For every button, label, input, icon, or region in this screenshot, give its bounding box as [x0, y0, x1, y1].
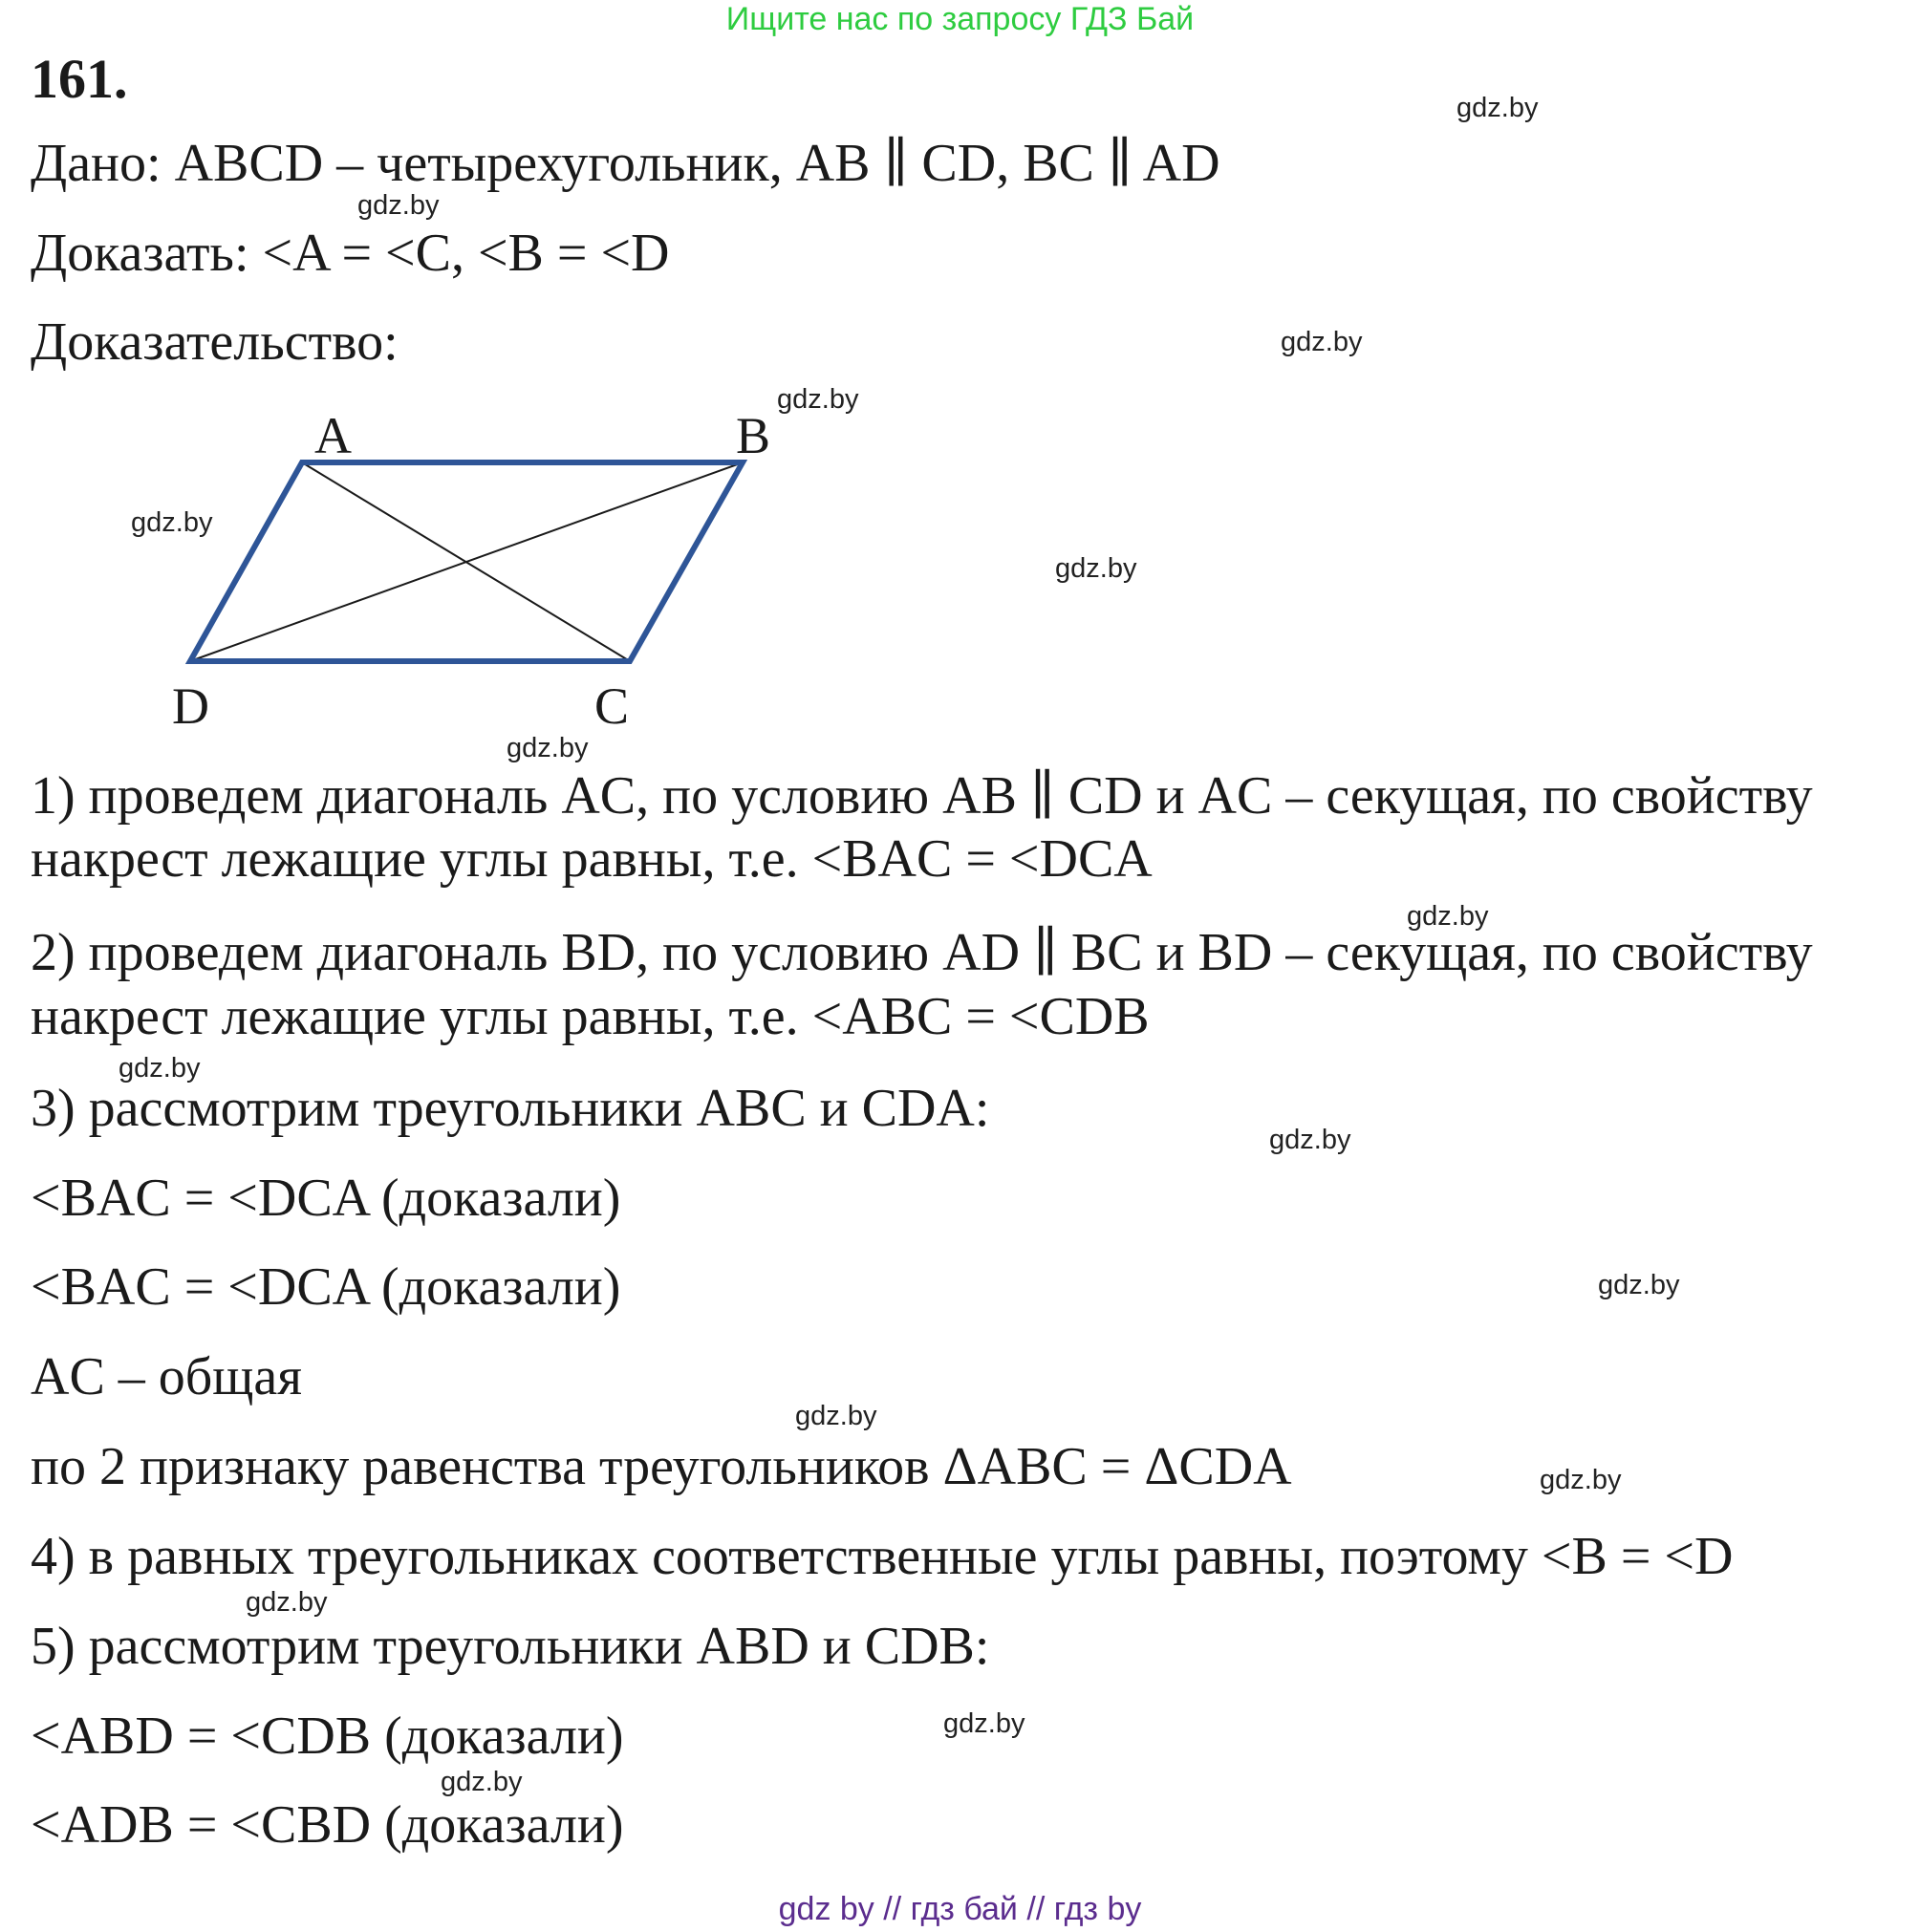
- watermark: gdz.by: [246, 1587, 328, 1618]
- step-5-line-2: <ABD = <CDB (доказали): [31, 1707, 624, 1766]
- step-1-line-1: 1) проведем диагональ AC, по условию AB ∥ CD и AC – секущая, по свойству: [31, 766, 1813, 826]
- watermark: gdz.by: [507, 733, 589, 763]
- diagonal-bd: [190, 462, 743, 661]
- prove-line: Доказать: <A = <C, <B = <D: [31, 224, 670, 283]
- watermark: gdz.by: [777, 384, 859, 415]
- vertex-label-d: D: [172, 677, 209, 735]
- watermark: gdz.by: [119, 1053, 201, 1084]
- step-5-line-3: <ADB = <CBD (доказали): [31, 1795, 624, 1855]
- footer-links: gdz by // гдз бай // гдз by: [778, 1891, 1142, 1927]
- step-4-line: 4) в равных треугольниках соответственные углы равны, поэтому <B = <D: [31, 1527, 1734, 1586]
- vertex-label-c: C: [594, 677, 630, 735]
- watermark: gdz.by: [1407, 901, 1489, 932]
- step-5-line-1: 5) рассмотрим треугольники ABD и CDB:: [31, 1617, 990, 1676]
- step-2-line-1: 2) проведем диагональ BD, по условию AD ∥ BC и BD – секущая, по свойству: [31, 923, 1813, 982]
- vertex-label-b: B: [736, 407, 771, 464]
- step-3-line-5: по 2 признаку равенства треугольников ΔABC = ΔCDA: [31, 1437, 1292, 1496]
- step-3-line-3: <BAC = <DCA (доказали): [31, 1257, 621, 1317]
- watermark: gdz.by: [131, 507, 213, 538]
- step-1-line-2: накрест лежащие углы равны, т.е. <BAC = <DCA: [31, 829, 1153, 889]
- vertex-label-a: A: [314, 407, 352, 464]
- problem-number: 161.: [31, 48, 128, 110]
- watermark: gdz.by: [441, 1767, 523, 1797]
- step-3-line-2: <BAC = <DCA (доказали): [31, 1169, 621, 1228]
- watermark: gdz.by: [1598, 1270, 1680, 1300]
- watermark: gdz.by: [1269, 1125, 1351, 1155]
- watermark: gdz.by: [795, 1401, 877, 1431]
- given-line: Дано: ABCD – четырехугольник, AB ∥ CD, BC ∥ AD: [31, 134, 1220, 193]
- watermark: gdz.by: [1456, 93, 1539, 123]
- top-banner: Ищите нас по запросу ГДЗ Бай: [725, 1, 1195, 37]
- step-3-line-1: 3) рассмотрим треугольники ABC и CDA:: [31, 1079, 990, 1138]
- watermark: gdz.by: [1055, 553, 1137, 584]
- proof-heading: Доказательство:: [31, 312, 399, 372]
- watermark: gdz.by: [943, 1708, 1025, 1739]
- watermark: gdz.by: [1281, 327, 1363, 357]
- watermark: gdz.by: [357, 190, 440, 221]
- step-3-line-4: AC – общая: [31, 1347, 303, 1406]
- watermark: gdz.by: [1540, 1465, 1622, 1495]
- step-2-line-2: накрест лежащие углы равны, т.е. <ABC = <CDB: [31, 987, 1150, 1046]
